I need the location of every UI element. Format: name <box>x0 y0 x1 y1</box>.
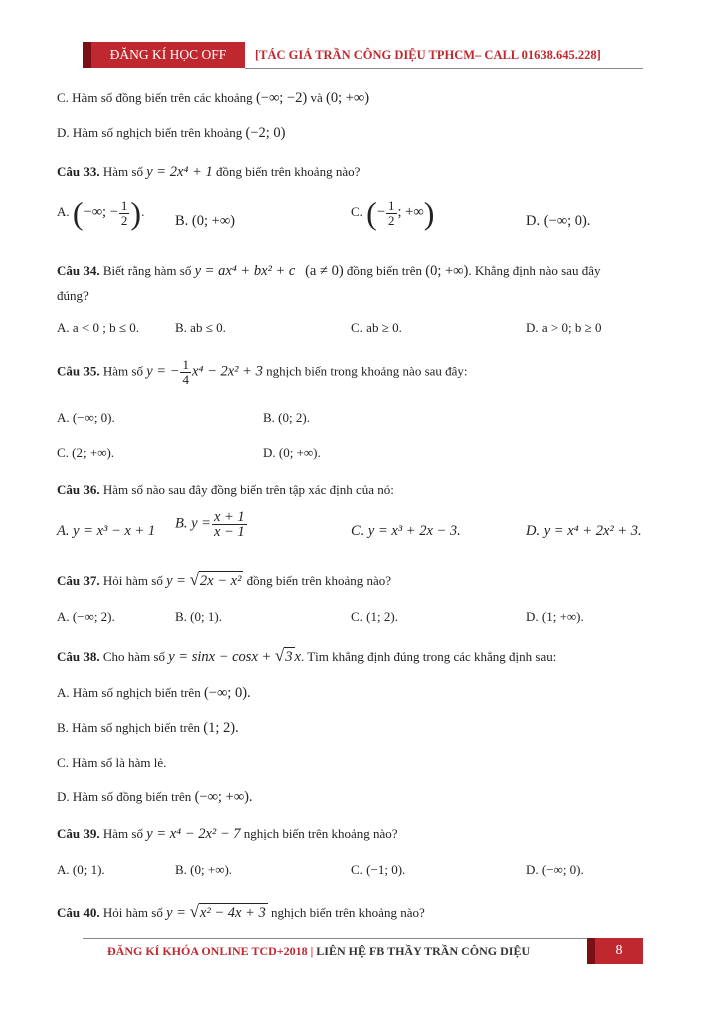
q35-option-d: D. (0; +∞). <box>263 445 321 460</box>
q35-stem: Câu 35. Hàm số y = − $\frac{1}{4}$ x⁴ − 2x² + 3 nghịch biến trong khoảng nào sau đây: <box>57 357 468 387</box>
q38-option-c: C. Hàm số là hàm lẻ. <box>57 755 167 770</box>
q34-option-b: B. ab ≤ 0. <box>175 320 226 335</box>
q35-option-a: A. (−∞; 0). <box>57 410 115 425</box>
q32-option-c: C. Hàm số đồng biến trên các khoảng (−∞; −2) và (0; +∞) <box>57 90 370 106</box>
q33-option-d: D. (−∞; 0). <box>526 213 591 229</box>
sqrt-icon: √ <box>189 570 199 589</box>
q32-option-d: D. Hàm số nghịch biến trên khoảng (−2; 0) <box>57 125 286 141</box>
header-author: [TÁC GIẢ TRẦN CÔNG DIỆU TPHCM– CALL 01638.645.228] <box>255 48 601 62</box>
sqrt-icon: √ <box>189 902 199 921</box>
q33-stem: Câu 33. Hàm số y = 2x⁴ + 1 đồng biến trên khoảng nào? <box>57 164 361 180</box>
q38-option-b: B. Hàm số nghịch biến trên (1; 2). <box>57 720 239 736</box>
q36-option-b: B. y = $\frac{x + 1}{x - 1}$ <box>175 509 245 540</box>
q34-stem: Câu 34. Biết rằng hàm số y = ax⁴ + bx² + c (a ≠ 0) đồng biến trên (0; +∞). Khẳng định nào sau đây <box>57 263 601 279</box>
page-header <box>83 42 643 68</box>
fraction: $\frac{1}{2}$ <box>120 197 128 228</box>
q34-option-c: C. ab ≥ 0. <box>351 320 402 335</box>
q34-option-a: A. a < 0 ; b ≤ 0. <box>57 320 139 335</box>
page-number: 8 <box>587 938 643 964</box>
q38-stem: Câu 38. Cho hàm số y = sinx − cosx + √3 x. Tìm khẳng định đúng trong các khẳng định sau: <box>57 646 557 665</box>
q36-option-a: A. y = x³ − x + 1 <box>57 523 156 539</box>
header-rule <box>245 68 643 69</box>
q35-option-b: B. (0; 2). <box>263 410 310 425</box>
footer-text: ĐĂNG KÍ KHÓA ONLINE TCD+2018 | LIÊN HỆ FB THẦY TRẦN CÔNG DIỆU <box>107 944 531 958</box>
page-footer <box>83 938 643 964</box>
q34-option-d: D. a > 0; b ≥ 0 <box>526 320 602 335</box>
q37-stem: Câu 37. Hỏi hàm số y = √2x − x² đồng biến trên khoảng nào? <box>57 570 392 589</box>
q38-option-d: D. Hàm số đồng biến trên (−∞; +∞). <box>57 789 253 805</box>
q37-option-c: C. (1; 2). <box>351 609 398 624</box>
q40-stem: Câu 40. Hỏi hàm số y = √x² − 4x + 3 nghịch biến trên khoảng nào? <box>57 902 425 921</box>
q33-option-c: C. (− $\frac{1}{2}$ ; +∞) <box>351 195 435 231</box>
fraction: $\frac{1}{4}$ <box>182 357 189 387</box>
q39-option-d: D. (−∞; 0). <box>526 862 584 877</box>
header-badge: ĐĂNG KÍ HỌC OFF <box>83 42 245 68</box>
q39-option-a: A. (0; 1). <box>57 862 105 877</box>
q33-option-b: B. (0; +∞) <box>175 213 235 229</box>
fraction: $\frac{x + 1}{x - 1}$ <box>213 509 245 540</box>
q39-stem: Câu 39. Hàm số y = x⁴ − 2x² − 7 nghịch biến trên khoảng nào? <box>57 826 398 842</box>
q33-option-a: A. (−∞; − $\frac{1}{2}$ ). <box>57 195 145 231</box>
fraction: $\frac{1}{2}$ <box>388 197 395 228</box>
q36-option-c: C. y = x³ + 2x − 3. <box>351 523 461 539</box>
q38-option-a: A. Hàm số nghịch biến trên (−∞; 0). <box>57 685 251 701</box>
q39-option-c: C. (−1; 0). <box>351 862 406 877</box>
q37-option-a: A. (−∞; 2). <box>57 609 115 624</box>
q37-option-d: D. (1; +∞). <box>526 609 584 624</box>
sqrt-icon: √ <box>274 646 285 665</box>
q37-option-b: B. (0; 1). <box>175 609 222 624</box>
q36-option-d: D. y = x⁴ + 2x² + 3. <box>526 523 642 539</box>
footer-rule <box>83 938 643 939</box>
q39-option-b: B. (0; +∞). <box>175 862 233 877</box>
q36-stem: Câu 36. Hàm số nào sau đây đồng biến trên tập xác định của nó: <box>57 482 394 497</box>
q35-option-c: C. (2; +∞). <box>57 445 115 460</box>
q34-stem-line2: đúng? <box>57 288 89 303</box>
